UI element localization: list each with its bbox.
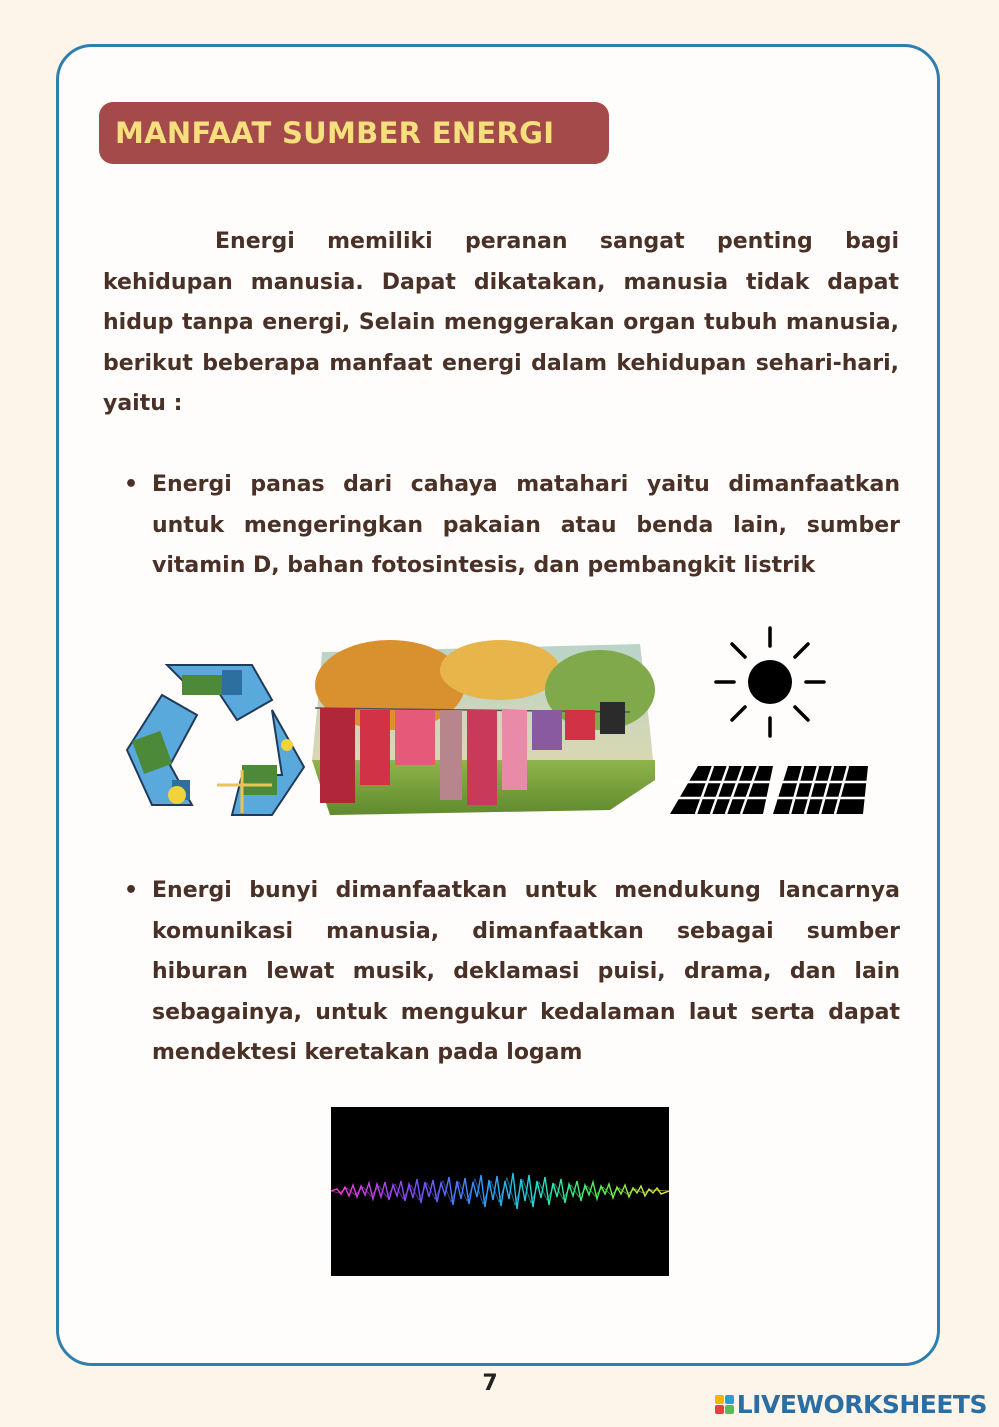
bullet-marker: • [124,878,139,903]
sun-and-solar-panel-icon [668,624,873,819]
page-number: 7 [482,1371,498,1396]
section-title: MANFAAT SUMBER ENERGI [115,116,555,150]
liveworksheets-mark-icon [715,1395,734,1414]
sound-wave-image [331,1107,669,1276]
section-title-badge [99,102,609,164]
bullet-text: Energi bunyi dimanfaatkan untuk mendukung lancarnya komunikasi manusia, dimanfaatkan sebagai sumber hiburan lewat musik, deklamasi puisi, drama, dan lain sebagainya, untuk mengukur kedalaman laut serta dapat mendektesi keretakan pada logam [152,878,900,1066]
clothesline-photo [310,640,655,815]
recycle-solar-icon [122,655,307,825]
brand-name: LIVEWORKSHEETS [736,1390,987,1419]
liveworksheets-logo[interactable] [715,1390,987,1419]
bullet-sound-energy [124,871,900,1074]
bullet-text: Energi panas dari cahaya matahari yaitu dimanfaatkan untuk mengeringkan pakaian atau benda lain, sumber vitamin D, bahan fotosintesis, dan pembangkit listrik [152,472,900,579]
bullet-heat-energy [124,465,900,587]
intro-paragraph: Energi memiliki peranan sangat penting bagi kehidupan manusia. Dapat dikatakan, manusia tidak dapat hidup tanpa energi, Selain menggerakan organ tubuh manusia, berikut beberapa manfaat energi dalam kehidupan sehari-hari, yaitu : [103,229,899,417]
bullet-marker: • [124,472,139,497]
